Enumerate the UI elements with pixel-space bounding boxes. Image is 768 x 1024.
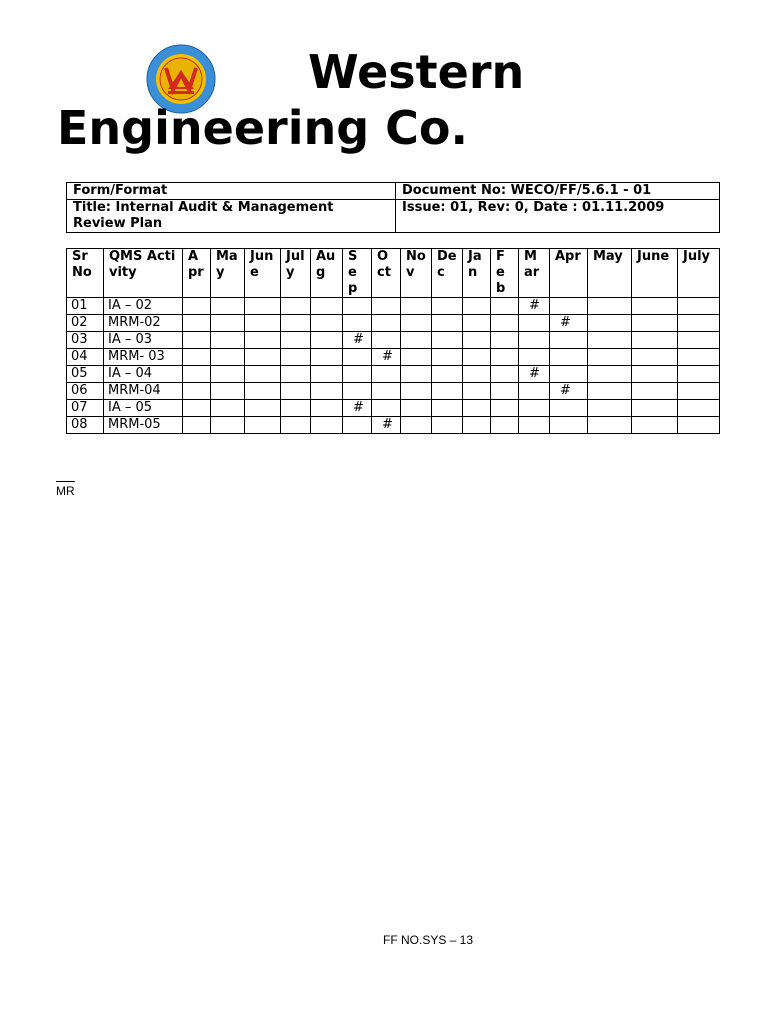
activity-cell: MRM- 03	[104, 349, 183, 366]
month-cell	[372, 366, 401, 383]
month-cell	[401, 349, 432, 366]
month-cell	[183, 332, 211, 349]
month-cell: #	[519, 298, 550, 315]
month-cell	[343, 366, 372, 383]
month-cell	[432, 400, 463, 417]
table-row	[67, 332, 720, 349]
month-cell	[588, 315, 632, 332]
month-cell	[632, 383, 678, 400]
month-cell	[550, 366, 588, 383]
month-cell	[211, 315, 245, 332]
month-cell	[632, 400, 678, 417]
month-cell	[632, 298, 678, 315]
month-cell	[401, 417, 432, 434]
month-cell	[678, 332, 720, 349]
sr-no-cell: 08	[67, 417, 104, 434]
month-cell	[343, 383, 372, 400]
month-cell	[432, 315, 463, 332]
month-cell: #	[372, 349, 401, 366]
month-cell	[463, 383, 491, 400]
month-cell: #	[343, 332, 372, 349]
month-cell	[183, 315, 211, 332]
table-row	[67, 366, 720, 383]
activity-cell: MRM-02	[104, 315, 183, 332]
month-cell	[491, 332, 519, 349]
month-cell	[519, 315, 550, 332]
month-cell	[678, 315, 720, 332]
month-cell	[245, 400, 281, 417]
month-cell	[632, 315, 678, 332]
month-cell	[550, 332, 588, 349]
month-cell	[245, 349, 281, 366]
month-cell	[463, 332, 491, 349]
month-cell	[211, 400, 245, 417]
month-cell	[311, 366, 343, 383]
month-cell	[491, 315, 519, 332]
month-cell	[245, 315, 281, 332]
month-cell	[401, 366, 432, 383]
month-cell	[519, 349, 550, 366]
column-header: June	[632, 249, 678, 298]
month-cell	[491, 400, 519, 417]
month-cell	[432, 366, 463, 383]
month-cell	[372, 315, 401, 332]
month-cell: #	[550, 315, 588, 332]
month-cell	[311, 315, 343, 332]
issue-info: Issue: 01, Rev: 0, Date : 01.11.2009	[396, 200, 720, 233]
month-cell	[432, 349, 463, 366]
month-cell	[183, 383, 211, 400]
activity-cell: IA – 02	[104, 298, 183, 315]
form-info-row	[67, 183, 720, 200]
document-number: Document No: WECO/FF/5.6.1 - 01	[396, 183, 720, 200]
form-title: Title: Internal Audit & Management Review Plan	[67, 200, 396, 233]
month-cell	[632, 332, 678, 349]
month-cell	[281, 383, 311, 400]
month-cell	[183, 349, 211, 366]
month-cell	[211, 349, 245, 366]
month-cell	[491, 417, 519, 434]
form-info-table	[66, 182, 720, 233]
signature-label: MR	[56, 481, 75, 500]
table-row	[67, 383, 720, 400]
month-cell	[183, 298, 211, 315]
month-cell	[491, 298, 519, 315]
column-header: May	[211, 249, 245, 298]
table-row	[67, 315, 720, 332]
month-cell	[550, 400, 588, 417]
company-name-line1: Western	[308, 45, 525, 99]
month-cell	[678, 366, 720, 383]
column-header: June	[245, 249, 281, 298]
month-cell	[311, 349, 343, 366]
month-cell	[281, 349, 311, 366]
column-header: Feb	[491, 249, 519, 298]
table-row	[67, 417, 720, 434]
column-header: July	[281, 249, 311, 298]
column-header: Dec	[432, 249, 463, 298]
month-cell	[211, 383, 245, 400]
month-cell	[463, 400, 491, 417]
month-cell	[211, 332, 245, 349]
month-cell	[678, 400, 720, 417]
month-cell	[432, 383, 463, 400]
column-header: Apr	[550, 249, 588, 298]
column-header: Oct	[372, 249, 401, 298]
month-cell	[588, 383, 632, 400]
month-cell	[372, 298, 401, 315]
month-cell	[281, 298, 311, 315]
month-cell	[678, 383, 720, 400]
column-header: July	[678, 249, 720, 298]
month-cell	[463, 315, 491, 332]
month-cell	[311, 400, 343, 417]
activity-cell: IA – 05	[104, 400, 183, 417]
month-cell	[588, 298, 632, 315]
month-cell: #	[372, 417, 401, 434]
month-cell	[311, 298, 343, 315]
column-header: Sep	[343, 249, 372, 298]
month-cell	[588, 349, 632, 366]
column-header: QMS Activity	[104, 249, 183, 298]
month-cell	[343, 298, 372, 315]
month-cell	[550, 298, 588, 315]
month-cell	[588, 417, 632, 434]
month-cell	[432, 332, 463, 349]
month-cell	[281, 315, 311, 332]
month-cell	[432, 298, 463, 315]
sr-no-cell: 06	[67, 383, 104, 400]
month-cell	[463, 349, 491, 366]
sr-no-cell: 04	[67, 349, 104, 366]
month-cell	[678, 298, 720, 315]
month-cell	[211, 298, 245, 315]
month-cell	[183, 366, 211, 383]
month-cell	[401, 383, 432, 400]
month-cell	[588, 400, 632, 417]
month-cell	[245, 417, 281, 434]
month-cell	[245, 298, 281, 315]
activity-cell: IA – 03	[104, 332, 183, 349]
month-cell	[211, 417, 245, 434]
column-header: Jan	[463, 249, 491, 298]
month-cell	[401, 332, 432, 349]
month-cell	[245, 366, 281, 383]
column-header: Nov	[401, 249, 432, 298]
month-cell	[311, 383, 343, 400]
activity-cell: MRM-04	[104, 383, 183, 400]
month-cell	[183, 417, 211, 434]
activity-cell: MRM-05	[104, 417, 183, 434]
month-cell	[519, 400, 550, 417]
column-header: Mar	[519, 249, 550, 298]
month-cell	[588, 332, 632, 349]
month-cell	[343, 315, 372, 332]
sr-no-cell: 01	[67, 298, 104, 315]
month-cell	[550, 349, 588, 366]
month-cell	[463, 366, 491, 383]
month-cell	[588, 366, 632, 383]
month-cell	[281, 332, 311, 349]
month-cell	[343, 349, 372, 366]
column-header: Apr	[183, 249, 211, 298]
month-cell: #	[550, 383, 588, 400]
sr-no-cell: 07	[67, 400, 104, 417]
table-row	[67, 298, 720, 315]
form-number-footer: FF NO.SYS – 13	[383, 933, 474, 947]
sr-no-cell: 02	[67, 315, 104, 332]
month-cell	[519, 332, 550, 349]
month-cell	[678, 417, 720, 434]
month-cell: #	[343, 400, 372, 417]
month-cell	[281, 366, 311, 383]
month-cell	[281, 400, 311, 417]
month-cell	[245, 332, 281, 349]
month-cell	[311, 332, 343, 349]
month-cell	[519, 417, 550, 434]
table-row	[67, 349, 720, 366]
month-cell	[491, 383, 519, 400]
table-row	[67, 400, 720, 417]
month-cell	[550, 417, 588, 434]
month-cell	[632, 349, 678, 366]
month-cell	[245, 383, 281, 400]
month-cell	[463, 417, 491, 434]
column-header: May	[588, 249, 632, 298]
form-format-label: Form/Format	[67, 183, 396, 200]
schedule-header-row	[67, 249, 720, 298]
month-cell	[432, 417, 463, 434]
sr-no-cell: 05	[67, 366, 104, 383]
month-cell	[401, 400, 432, 417]
month-cell	[211, 366, 245, 383]
month-cell	[372, 383, 401, 400]
month-cell	[491, 366, 519, 383]
month-cell	[281, 417, 311, 434]
form-info-row	[67, 200, 720, 233]
month-cell	[401, 315, 432, 332]
month-cell	[463, 298, 491, 315]
month-cell	[311, 417, 343, 434]
audit-schedule-table	[66, 248, 720, 434]
month-cell	[632, 417, 678, 434]
column-header: Sr No	[67, 249, 104, 298]
company-name-line2: Engineering Co.	[57, 101, 468, 155]
month-cell	[632, 366, 678, 383]
month-cell	[183, 400, 211, 417]
month-cell	[401, 298, 432, 315]
activity-cell: IA – 04	[104, 366, 183, 383]
month-cell	[519, 383, 550, 400]
month-cell	[678, 349, 720, 366]
month-cell	[491, 349, 519, 366]
month-cell	[372, 400, 401, 417]
month-cell: #	[519, 366, 550, 383]
month-cell	[372, 332, 401, 349]
column-header: Aug	[311, 249, 343, 298]
month-cell	[343, 417, 372, 434]
sr-no-cell: 03	[67, 332, 104, 349]
